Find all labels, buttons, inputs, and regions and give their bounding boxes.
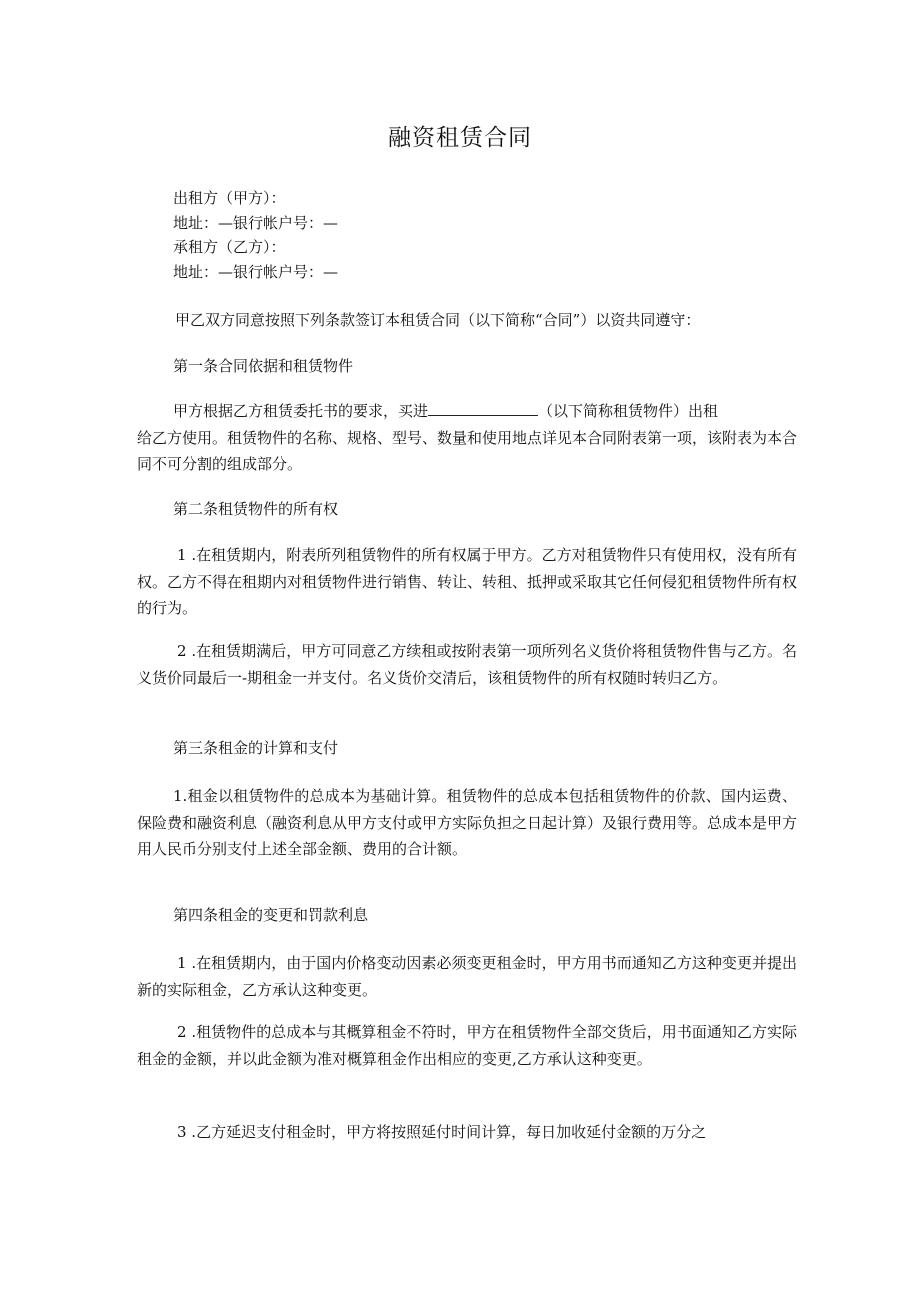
article4-heading: 第四条租金的变更和罚款利息 bbox=[173, 906, 369, 924]
article1-blank-field bbox=[428, 401, 538, 416]
article4-item2 bbox=[137, 1019, 797, 1072]
article2-item2-text: 2 .在租赁期满后，甲方可同意乙方续租或按附表第一项所列名义货价将租赁物件售与乙方。名义货价同最后一-期租金一并支付。名义货价交清后，该租赁物件的所有权随时转归乙方。 bbox=[137, 642, 797, 687]
article1-heading: 第一条合同依据和租赁物件 bbox=[173, 357, 354, 375]
article3-item1 bbox=[137, 783, 797, 863]
lessee-label: 承租方（乙方）： bbox=[173, 238, 286, 256]
article2-heading: 第二条租赁物件的所有权 bbox=[173, 500, 339, 518]
article4-item3-text: 3 .乙方延迟支付租金时，甲方将按照延付时间计算，每日加收延付金额的万分之 bbox=[177, 1123, 707, 1141]
article4-item3 bbox=[137, 1119, 797, 1146]
document-title: 融资租赁合同 bbox=[388, 125, 532, 151]
lessor-label: 出租方（甲方）： bbox=[173, 189, 286, 207]
article1-text-rest: 给乙方使用。租赁物件的名称、规格、型号、数量和使用地点详见本合同附表第一项，该附表为本合同不可分割的组成部分。 bbox=[137, 428, 798, 473]
preamble: 甲乙双方同意按照下列条款签订本租赁合同（以下简称“合同”）以资共同遵守： bbox=[175, 311, 701, 329]
article1-text-start: 甲方根据乙方租赁委托书的要求，买进 bbox=[173, 402, 429, 420]
article2-item1 bbox=[137, 542, 797, 622]
article3-heading: 第三条租金的计算和支付 bbox=[173, 739, 339, 757]
article3-item1-text: 1.租金以租赁物件的总成本为基础计算。租赁物件的总成本包括租赁物件的价款、国内运费、保险费和融资利息（融资利息从甲方支付或甲方实际负担之日起计算）及银行费用等。总成本是甲方用人民币分别支付上述全部金额、费用的合计额。 bbox=[137, 787, 798, 858]
article1-text-after-blank: （以下简称租赁物件）出租 bbox=[538, 402, 719, 420]
lessee-address: 地址：—银行帐户号：— bbox=[173, 262, 339, 281]
article1-body bbox=[137, 398, 797, 478]
article4-item1-text: 1 .在租赁期内，由于国内价格变动因素必须变更租金时，甲方用书而通知乙方这种变更并提出新的实际租金，乙方承认这种变更。 bbox=[137, 954, 797, 999]
party-info bbox=[173, 186, 338, 284]
article2-item2 bbox=[137, 638, 797, 691]
article2-item1-text: 1 .在租赁期内，附表所列租赁物件的所有权属于甲方。乙方对租赁物件只有使用权，没有所有权。乙方不得在租期内对租赁物件进行销售、转让、转租、抵押或采取其它任何侵犯租赁物件所有权的行为。 bbox=[137, 546, 798, 617]
lessor-address: 地址：—银行帐户号：— bbox=[173, 213, 339, 232]
article4-item1 bbox=[137, 950, 797, 1003]
article4-item2-text: 2 .租赁物件的总成本与其概算租金不符时，甲方在租赁物件全部交货后，用书面通知乙方实际租金的金额，并以此金额为准对概算租金作出相应的变更,乙方承认这种变更。 bbox=[137, 1023, 797, 1068]
